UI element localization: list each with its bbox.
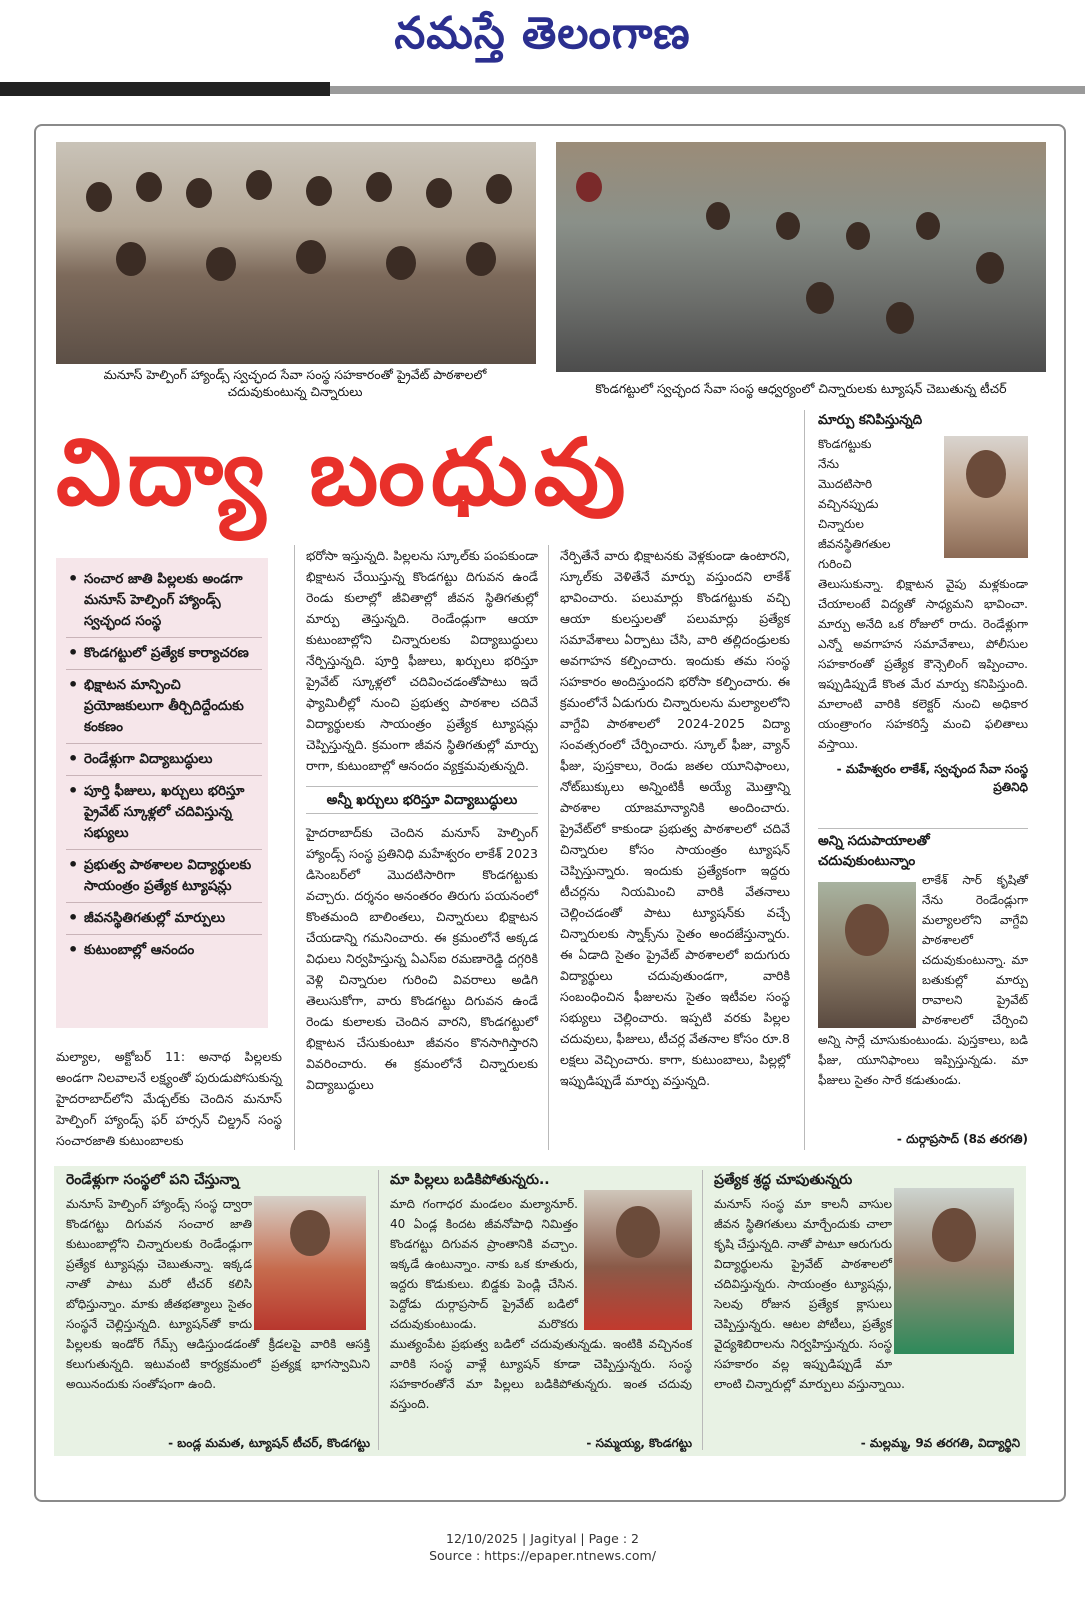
highlight-item: • ప్రభుత్వ పాఠశాలల విద్యార్థులకు సాయంత్రం ప్రత్యేక ట్యూషన్లు (66, 850, 262, 903)
side-1-paragraph: కొండగట్టుకు నేను మొదటిసారి వచ్చినప్పుడు చిన్నారుల జీవనస్థితిగతుల గురించి తెలుసుకున్నా. భిక్షాటన వైపు మళ్లకుండా చేయాలంటే విద్యతో సాధ్యమని భావించా. మార్పు అనేది ఒక రోజులో రాదు. రెండేళ్లుగా ఎన్నో అవగాహన సమావేశాలు, పోలీసుల సహకారంతో ప్రత్యేక కౌన్సెలింగ్ ఇప్పించాం. ఇప్పుడిప్పుడే కొంత మేర మార్పు కనిపిస్తుంది. మాలాంటి వారికి కలెక్టర్ నుంచి అధికార యంత్రాంగం సహకరిస్తే మంచి ఫలితాలు వస్తాయి. (818, 437, 1028, 751)
footer-source: Source : https://epaper.ntnews.com/ (429, 1548, 656, 1563)
column-rule (294, 545, 295, 1150)
highlight-item: • పూర్తి ఫీజులు, ఖర్చులు భరిస్తూ ప్రైవేట్ స్కూళ్లలో చదివిస్తున్న సభ్యులు (66, 776, 262, 850)
column-2-para-2: హైదరాబాద్‌కు చెందిన మనూస్ హెల్పింగ్ హ్యాండ్స్ సంస్థ ప్రతినిధి మహేశ్వరం లాకేశ్ 2023 డిసెంబర్‌లో మొదటిసారిగా కొండగట్టుకు వచ్చారు. దర్శనం అనంతరం తిరుగు పయనంలో కొంతమంది బాలింతలు, చిన్నారులు భిక్షాటన చేయడాన్ని గమనించారు. ఈ క్రమంలోనే అక్కడ విధులు నిర్వహిస్తున్న ఏఎస్ఐ రమణారెడ్డి దగ్గరికి వెళ్లి చిన్నారుల గురించి వివరాలు అడిగి తెలుసుకోగా, వారు కొండగట్టు దిగువన ఉండే రెండు కులాలకు చెందిన వారని, కొండగట్టులో భిక్షాటన చేసుకుంటూ జీవనం కొనసాగిస్తారని వివరించారు. ఈ క్రమంలోనే చిన్నారులకు విద్యాబుద్ధులు (306, 825, 538, 1092)
column-rule (702, 1170, 703, 1450)
side-2-byline: - దుర్గాప్రసాద్ (8వ తరగతి) (896, 1132, 1028, 1146)
testimonial-2-text (390, 1194, 692, 1414)
masthead-title: నమస్తే తెలంగాణ (394, 8, 691, 59)
side-1-byline: - మహేశ్వరం లాకేశ్, స్వచ్ఛంద సేవా సంస్థ ప్రతినిధి (836, 762, 1028, 794)
testimonial-1-byline: - బండ్ల మమత, ట్యూషన్ టీచర్, కొండగట్టు (168, 1436, 370, 1450)
highlight-item: • భిక్షాటన మాన్పించి ప్రయోజకులుగా తీర్చిదిద్దేందుకు కంకణం (66, 670, 262, 744)
column-2 (306, 545, 538, 1095)
column-rule (804, 410, 805, 1150)
column-2-subhead: అన్నీ ఖర్చులు భరిస్తూ విద్యాబుద్ధులు (306, 786, 538, 814)
lead-paragraph: మల్యాల, అక్టోబర్ 11: అనాథ పిల్లలకు అండగా నిలవాలనే లక్ష్యంతో పురుడుపోసుకున్న హైదరాబాద్‌లోని మేడ్చల్‌కు చెందిన మనూస్ హెల్పింగ్ హ్యాండ్స్ ఫర్ హర్సన్ చిల్డ్రన్ సంస్థ సంచారజాతి కుటుంబాలకు (56, 1049, 282, 1148)
side-1-text (818, 434, 1028, 754)
photo-caption-right: కొండగట్టులో స్వచ్ఛంద సేవా సంస్థ ఆధ్వర్యంలో చిన్నారులకు ట్యూషన్ చెబుతున్న టీచర్ (595, 381, 1007, 396)
masthead (0, 0, 1085, 80)
testimonial-3-title: ప్రత్యేక శ్రద్ధ చూపుతున్నరు (714, 1172, 853, 1188)
highlights-box (56, 558, 268, 1028)
testimonial-2-byline: - సమ్మయ్య, కొండగట్టు (586, 1436, 692, 1450)
side-2-title: అన్ని సదుపాయాలతో చదువుకుంటున్నాం (818, 828, 1028, 871)
photo-caption-left: మనూస్ హెల్పింగ్ హ్యాండ్స్ స్వచ్ఛంద సేవా సంస్థ సహకారంతో ప్రైవేట్ పాఠశాలలో చదువుకుంటున్న చిన్నారులు (103, 367, 487, 399)
column-rule (548, 545, 549, 1150)
footer-edition: 12/10/2025 | Jagityal | Page : 2 (446, 1531, 639, 1546)
side-2-paragraph: లాకేశ్ సార్ కృషితో నేను రెండేండ్లుగా మల్యాలలోని వాగ్దేవి పాఠశాలలో చదువుకుంటున్నా. మా బతుకుల్లో మార్పు రావాలని ప్రైవేట్ పాఠశాలలో చేర్పించి అన్ని సార్లే చూసుకుంటుండు. పుస్తకాలు, బడి ఫీజు, యూనిఫాంలు ఇప్పిస్తున్నడు. మా ఫీజులు సైతం సారే కడుతుండు. (818, 873, 1028, 1087)
column-rule (378, 1170, 379, 1450)
column-3-text: నేర్పితేనే వారు భిక్షాటనకు వెళ్లకుండా ఉంటారని, స్కూల్‌కు వెళితేనే మార్పు వస్తుందని లాకేశ్ భావించారు. పలుమార్లు కొండగట్టుకు వచ్చి ఆయా కులస్తులతో పలుమార్లు ప్రత్యేక సమావేశాలు ఏర్పాటు చేసి, వారి తల్లిదండ్రులకు అవగాహన కల్పించారు. ఇందుకు తమ సంస్థ సహకారం అందిస్తుందని భరోసా కల్పించారు. ఈ క్రమంలోనే ఏడుగురు చిన్నారులను మల్యాలలోని వాగ్దేవి పాఠశాలలో 2024-2025 విద్యా సంవత్సరంలో చేర్పించారు. స్కూల్ ఫీజు, వ్యాన్ ఫీజు, పుస్తకాలు, రెండు జతల యూనిఫాంలు, నోట్‌బుక్కులు అన్నింటికీ అయ్యే మొత్తాన్ని పాఠశాల యాజమాన్యానికి అందించారు. ప్రైవేట్‌లో కాకుండా ప్రభుత్వ పాఠశాలలో చదివే చిన్నారుల కోసం సాయంత్రం ట్యూషన్ చెప్పిస్తున్నారు. ఇందుకు ప్రత్యేకంగా ఇద్దరు టీచర్లను నియమించి వారికి వేతనాలు చెల్లించడంతో పాటు ట్యూషన్‌కు వచ్చే చిన్నారులకు స్నాక్స్‌ను సైతం అందజేస్తున్నారు. ఈ ఏడాది సైతం ప్రైవేట్ పాఠశాలలో ఐదుగురు విద్యార్థులు చదువుతుండగా, వారికి సంబంధించిన ఫీజులను సైతం ఇటీవల సంస్థ సభ్యులు చెల్లించారు. ఇప్పటి వరకు పిల్లల చదువులు, ఫీజులు, టీచర్ల వేతనాల కోసం రూ.8 లక్షలు వెచ్చించారు. కాగా, కుటుంబాలు, పిల్లల్లో ఇప్పుడిప్పుడే మార్పు వస్తున్నది. (560, 548, 790, 1088)
testimonial-1-title: రెండేళ్లుగా సంస్థలో పని చేస్తున్నా (66, 1172, 240, 1188)
side-1-title: మార్పు కనిపిస్తున్నది (818, 412, 923, 428)
highlight-item: • సంచార జాతి పిల్లలకు అండగా మనూస్ హెల్పింగ్ హ్యాండ్స్ స్వచ్ఛంద సంస్థ (66, 564, 262, 638)
headline: విద్యా బంధువు (56, 419, 632, 526)
testimonial-3-byline: - మల్లమ్మ, 9వ తరగతి, విద్యార్థిని (860, 1436, 1020, 1450)
column-3 (560, 545, 790, 1091)
side-2-text (818, 870, 1028, 1090)
page-footer (0, 1530, 1085, 1564)
highlights-list (66, 564, 262, 966)
testimonial-2-paragraph: మాది గంగాధర మండలం మల్యానూర్. 40 ఏండ్ల కిందట జీవనోపాధి నిమిత్తం కొండగట్టు దిగువన ప్రాంతానికి వచ్చాం. ఇక్కడే ఉంటున్నాం. నాకు ఒక కూతురు, ఇద్దరు కొడుకులు. బిడ్డకు పెండ్లి చేసిన. పెద్దోడు దుర్గాప్రసాద్ ప్రైవేట్ బడిలో చదువుకుంటుండు. మరొకరు ముత్యంపేట ప్రభుత్వ బడిలో చదువుతున్నడు. ఇంటికి వచ్చినంక వారికి సంస్థ వాళ్లే ట్యూషన్ కూడా చెప్పిస్తున్నరు. సంస్థ సహకారంతోనే మా పిల్లలు బడికిపోతున్నరు. ఇంత చదువు వస్తుంది. (390, 1197, 692, 1411)
testimonial-2-title: మా పిల్లలు బడికిపోతున్నరు.. (390, 1172, 550, 1188)
masthead-rule (330, 86, 1085, 94)
testimonial-3-paragraph: మనూస్ సంస్థ మా కాలనీ వాసుల జీవన స్థితిగతులు మార్చేందుకు చాలా కృషి చేస్తున్నది. నాతో పాటూ ఆరుగురు విద్యార్థులను ప్రైవేట్ పాఠశాలలో చదివిస్తున్నరు. సాయంత్రం ట్యూషన్లు, సెలవు రోజున ప్రత్యేక క్లాసులు చెప్పిస్తున్నరు. ఆటల పోటీలు, ప్రత్యేక వైద్యశిబిరాలను నిర్వహిస్తున్నరు. సంస్థ సహకారం వల్ల ఇప్పుడిప్పుడే మా లాంటి చిన్నారుల్లో మార్పులు వస్తున్నాయి. (714, 1197, 905, 1391)
testimonial-1-text (66, 1194, 370, 1394)
highlight-item: • జీవనస్థితిగతుల్లో మార్పులు (66, 903, 262, 935)
highlight-item: • రెండేళ్లుగా విద్యాబుద్ధులు (66, 744, 262, 776)
masthead-bar (0, 82, 330, 96)
column-2-para-1: భరోసా ఇస్తున్నది. పిల్లలను స్కూల్‌కు పంపకుండా భిక్షాటన చేయిస్తున్న కొండగట్టు దిగువన ఉండే రెండు కులాల్లో జీవితాల్లో జీవన స్థితిగతుల్లో మార్పు తెస్తున్నది. రెండేండ్లుగా ఆయా కుటుంబాల్లోని చిన్నారులకు విద్యాబుద్ధులు నేర్పిస్తున్నది. పూర్తి ఫీజులు, ఖర్చులు భరిస్తూ ప్రైవేట్ స్కూళ్లలో చదివించడంతోపాటు ఇదే ఫ్యామిలీల్లో నుంచి ప్రభుత్వ పాఠశాల చదివే విద్యార్థులకు సాయంత్రం ప్రత్యేక ట్యూషన్లు చెప్పిస్తున్నది. క్రమంగా జీవన స్థితిగతుల్లో మార్పు రాగా, కుటుంబాల్లో ఆనందం వ్యక్తమవుతున్నది. (306, 548, 538, 773)
highlight-item: • కొండగట్టులో ప్రత్యేక కార్యాచరణ (66, 638, 262, 670)
testimonial-1-paragraph: మనూస్ హెల్పింగ్ హ్యాండ్స్ సంస్థ ద్వారా కొండగట్టు దిగువన సంచార జాతి కుటుంబాల్లోని చిన్నారులకు రెండేండ్లుగా ప్రత్యేక ట్యూషన్లు చెబుతున్నా. ఇక్కడ నాతో పాటు మరో టీచర్ కలిసి బోధిస్తున్నాం. మాకు జీతభత్యాలు సైతం సంస్థనే చెల్లిస్తున్నది. ట్యూషన్‌తో కాదు పిల్లలకు ఇండోర్ గేమ్స్ ఆడిస్తుండడంతో క్రీడలపై వారికి ఆసక్తి కలుగుతున్నది. ఇటువంటి కార్యక్రమంలో ప్రత్యక్ష భాగస్వామిని అయినందుకు సంతోషంగా ఉంది. (66, 1197, 370, 1391)
photo-tuition-class (556, 142, 1046, 372)
highlight-item: • కుటుంబాల్లో ఆనందం (66, 935, 262, 966)
photo-children-group (56, 142, 536, 364)
testimonial-3-text (714, 1194, 1020, 1394)
